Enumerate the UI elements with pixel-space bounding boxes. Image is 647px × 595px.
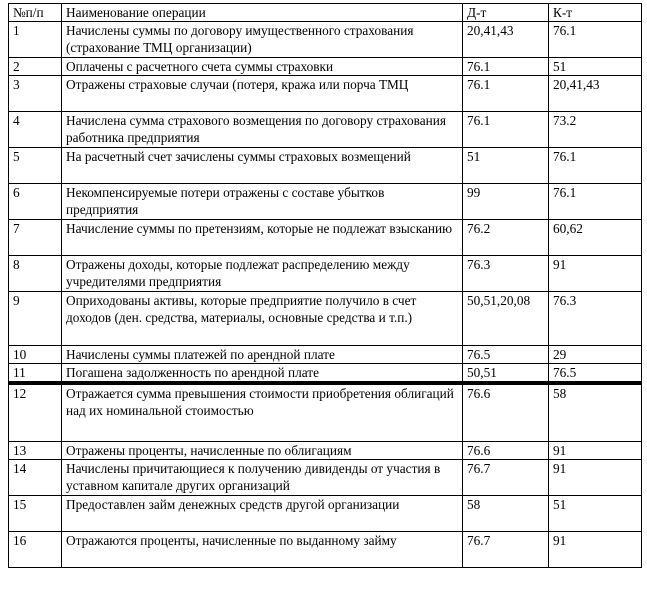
row-credit: 91 [549, 441, 642, 459]
row-name: Начислены суммы платежей по арендной плате [62, 346, 463, 364]
table-row [9, 76, 642, 112]
table-row [9, 531, 642, 567]
row-name: Отражены доходы, которые подлежат распределению между учредителями предприятия [62, 256, 463, 292]
row-name: Предоставлен займ денежных средств другой организации [62, 495, 463, 531]
row-credit: 20,41,43 [549, 76, 642, 112]
row-name: Начислена сумма страхового возмещения по договору страхования работника предприятия [62, 112, 463, 148]
row-name: Некомпенсируемые потери отражены с составе убытков предприятия [62, 184, 463, 220]
table-row [9, 459, 642, 495]
row-credit: 51 [549, 495, 642, 531]
row-debit: 76.5 [463, 346, 549, 364]
row-credit: 91 [549, 531, 642, 567]
table-row [9, 495, 642, 531]
row-credit: 73.2 [549, 112, 642, 148]
row-name: На расчетный счет зачислены суммы страховых возмещений [62, 148, 463, 184]
table-row [9, 346, 642, 364]
row-debit: 76.3 [463, 256, 549, 292]
row-debit: 50,51 [463, 364, 549, 384]
table-row [9, 112, 642, 148]
row-num: 16 [9, 531, 62, 567]
row-num: 3 [9, 76, 62, 112]
row-num: 4 [9, 112, 62, 148]
row-credit: 58 [549, 383, 642, 441]
row-name: Отражается сумма превышения стоимости приобретения облигаций над их номинальной стоимостью [62, 383, 463, 441]
row-num: 6 [9, 184, 62, 220]
row-debit: 76.1 [463, 58, 549, 76]
header-row [9, 4, 642, 22]
row-credit: 29 [549, 346, 642, 364]
table-row [9, 58, 642, 76]
row-name: Погашена задолженность по арендной плате [62, 364, 463, 384]
row-debit: 51 [463, 148, 549, 184]
table-row [9, 256, 642, 292]
row-num: 5 [9, 148, 62, 184]
row-num: 2 [9, 58, 62, 76]
row-debit: 50,51,20,08 [463, 292, 549, 346]
row-debit: 99 [463, 184, 549, 220]
row-credit: 76.3 [549, 292, 642, 346]
row-num: 15 [9, 495, 62, 531]
row-debit: 76.7 [463, 459, 549, 495]
table-row [9, 292, 642, 346]
row-credit: 91 [549, 459, 642, 495]
table-row [9, 184, 642, 220]
row-num: 14 [9, 459, 62, 495]
row-debit: 76.1 [463, 76, 549, 112]
operations-table [8, 3, 642, 568]
row-name: Начислены суммы по договору имущественного страхования (страхование ТМЦ организации) [62, 22, 463, 58]
operations-table-body [9, 4, 642, 568]
row-num: 10 [9, 346, 62, 364]
row-name: Отражены проценты, начисленные по облигациям [62, 441, 463, 459]
row-num: 9 [9, 292, 62, 346]
header-num: №п/п [9, 4, 62, 22]
row-credit: 91 [549, 256, 642, 292]
row-name: Отражаются проценты, начисленные по выданному займу [62, 531, 463, 567]
row-num: 13 [9, 441, 62, 459]
row-name: Начислены причитающиеся к получению дивиденды от участия в уставном капитале других организаций [62, 459, 463, 495]
row-credit: 76.1 [549, 148, 642, 184]
table-row [9, 441, 642, 459]
row-name: Оприходованы активы, которые предприятие получило в счет доходов (ден. средства, материалы, основные средства и т.п.) [62, 292, 463, 346]
header-name: Наименование операции [62, 4, 463, 22]
table-row [9, 383, 642, 441]
row-debit: 76.6 [463, 441, 549, 459]
header-credit: К-т [549, 4, 642, 22]
row-debit: 76.2 [463, 220, 549, 256]
row-credit: 51 [549, 58, 642, 76]
table-row [9, 220, 642, 256]
row-debit: 76.1 [463, 112, 549, 148]
row-num: 8 [9, 256, 62, 292]
row-name: Начисление суммы по претензиям, которые не подлежат взысканию [62, 220, 463, 256]
table-row [9, 364, 642, 384]
row-debit: 76.7 [463, 531, 549, 567]
table-row [9, 22, 642, 58]
row-debit: 58 [463, 495, 549, 531]
row-debit: 76.6 [463, 383, 549, 441]
row-name: Отражены страховые случаи (потеря, кража или порча ТМЦ [62, 76, 463, 112]
row-credit: 76.5 [549, 364, 642, 384]
row-debit: 20,41,43 [463, 22, 549, 58]
row-credit: 76.1 [549, 184, 642, 220]
header-debit: Д-т [463, 4, 549, 22]
row-credit: 60,62 [549, 220, 642, 256]
table-row [9, 148, 642, 184]
row-num: 11 [9, 364, 62, 384]
row-num: 12 [9, 383, 62, 441]
row-num: 1 [9, 22, 62, 58]
row-name: Оплачены с расчетного счета суммы страховки [62, 58, 463, 76]
row-credit: 76.1 [549, 22, 642, 58]
row-num: 7 [9, 220, 62, 256]
